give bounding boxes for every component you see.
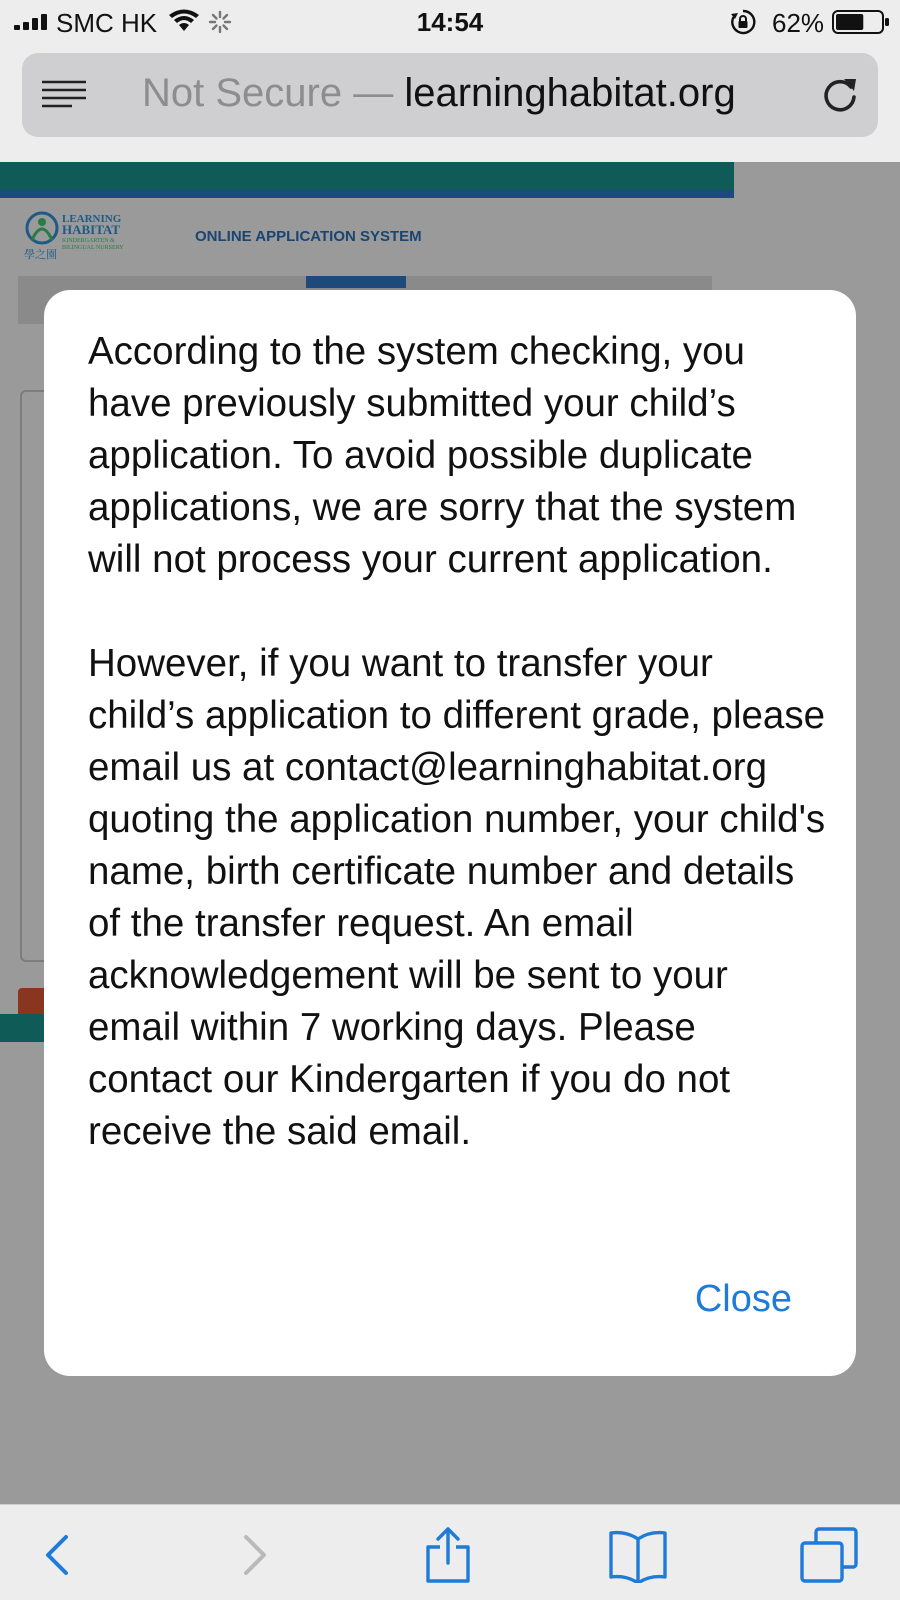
carrier-name: SMC HK [56,8,158,38]
dialog-message [88,326,828,1158]
logo-line-habitat: HABITAT [62,222,121,237]
logo-line-kindergarten: KINDERGARTEN & [62,238,115,244]
back-icon[interactable] [40,1527,74,1583]
browser-address-area [0,44,900,162]
dialog-paragraph-1: According to the system checking, you have previously submitted your child’s application. To avoid possible duplicate applications, we are sorry that the system will not process your current application. [88,330,797,581]
status-time: 14:54 [416,7,484,37]
tabs-icon[interactable] [800,1527,858,1583]
forward-icon[interactable] [238,1527,272,1583]
header-stripe [0,190,734,198]
logo-line-learning: LEARNING [62,213,122,225]
active-tab-indicator [306,276,406,288]
address-bar[interactable] [22,53,878,137]
school-logo [22,210,146,262]
logo-line-nursery: BILINGUAL NURSERY [62,245,124,251]
header-band [0,162,734,190]
close-button[interactable]: Close [694,1278,792,1320]
reload-icon[interactable] [820,75,860,115]
security-warning: Not Secure — [142,71,394,115]
logo-line-chinese: 學之園 [24,248,57,261]
alert-dialog [44,290,856,1376]
url-domain: learninghabitat.org [404,71,736,115]
url-display[interactable] [142,71,736,116]
page-title: ONLINE APPLICATION SYSTEM [195,228,422,245]
battery-percent: 62% [772,8,825,38]
reader-icon[interactable] [42,79,88,111]
status-bar [0,0,900,44]
orientation-lock-icon [730,9,756,35]
browser-toolbar [0,1504,900,1600]
footer-band [0,1014,50,1042]
bookmarks-icon[interactable] [608,1527,668,1583]
battery-icon [832,10,890,34]
share-icon[interactable] [424,1527,472,1583]
dialog-paragraph-2: However, if you want to transfer your child’s application to different grade, please email us at contact@learninghabitat.org quoting the application number, your child's name, birth certificate number and details of the transfer request. An email acknowledgement will be sent to your email within 7 working days. Please contact our Kindergarten if you do not receive the said email. [88,642,826,1153]
